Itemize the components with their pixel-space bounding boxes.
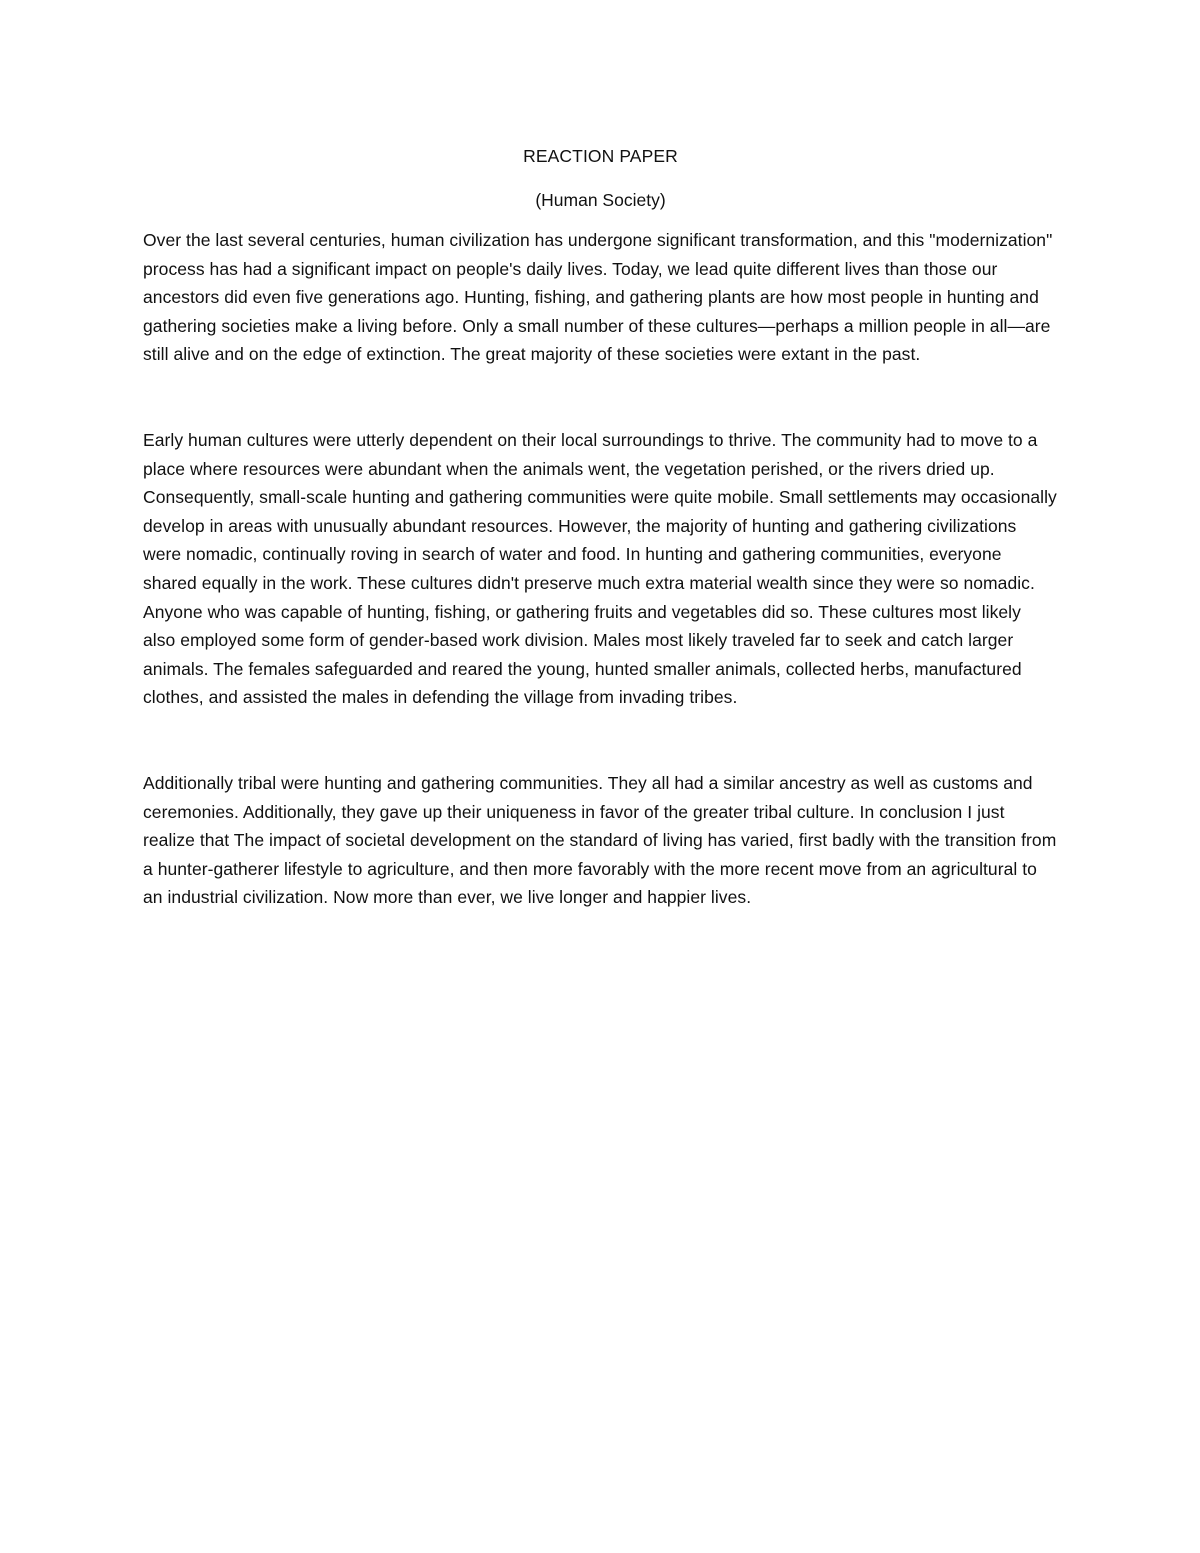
paragraph-3: Additionally tribal were hunting and gathering communities. They all had a similar ancestry as well as customs and ceremonies. Additionally, they gave up their uniqueness in favor of the greater tribal culture. In conclusion I just realize that The impact of societal development on the standard of living has varied, first badly with the transition from a hunter-gatherer lifestyle to agriculture, and then more favorably with the more recent move from an agricultural to an industrial civilization. Now more than ever, we live longer and happier lives.: [143, 772, 1057, 908]
paragraph-1: Over the last several centuries, human civilization has undergone significant transformation, and this "modernization" process has had a significant impact on people's daily lives. Today, we lead quite different lives than those our ancestors did even five generations ago. Hunting, fishing, and gathering plants are how most people in hunting and gathering societies make a living before. Only a small number of these cultures—perhaps a million people in all—are still alive and on the edge of extinction. The great majority of these societies were extant in the past.: [143, 230, 1053, 365]
document-content: [143, 140, 1058, 912]
document-subtitle: (Human Society): [535, 190, 666, 210]
document-title: REACTION PAPER: [523, 146, 678, 166]
paragraph-2: Early human cultures were utterly dependent on their local surroundings to thrive. The community had to move to a place where resources were abundant when the animals went, the vegetation perished, or the rivers dried up. Consequently, small-scale hunting and gathering communities were quite mobile. Small settlements may occasionally develop in areas with unusually abundant resources. However, the majority of hunting and gathering civilizations were nomadic, continually roving in search of water and food. In hunting and gathering communities, everyone shared equally in the work. These cultures didn't preserve much extra material wealth since they were so nomadic. Anyone who was capable of hunting, fishing, or gathering fruits and vegetables did so. These cultures most likely also employed some form of gender-based work division. Males most likely traveled far to seek and catch larger animals. The females safeguarded and reared the young, hunted smaller animals, collected herbs, manufactured clothes, and assisted the males in defending the village from invading tribes.: [143, 429, 1057, 708]
